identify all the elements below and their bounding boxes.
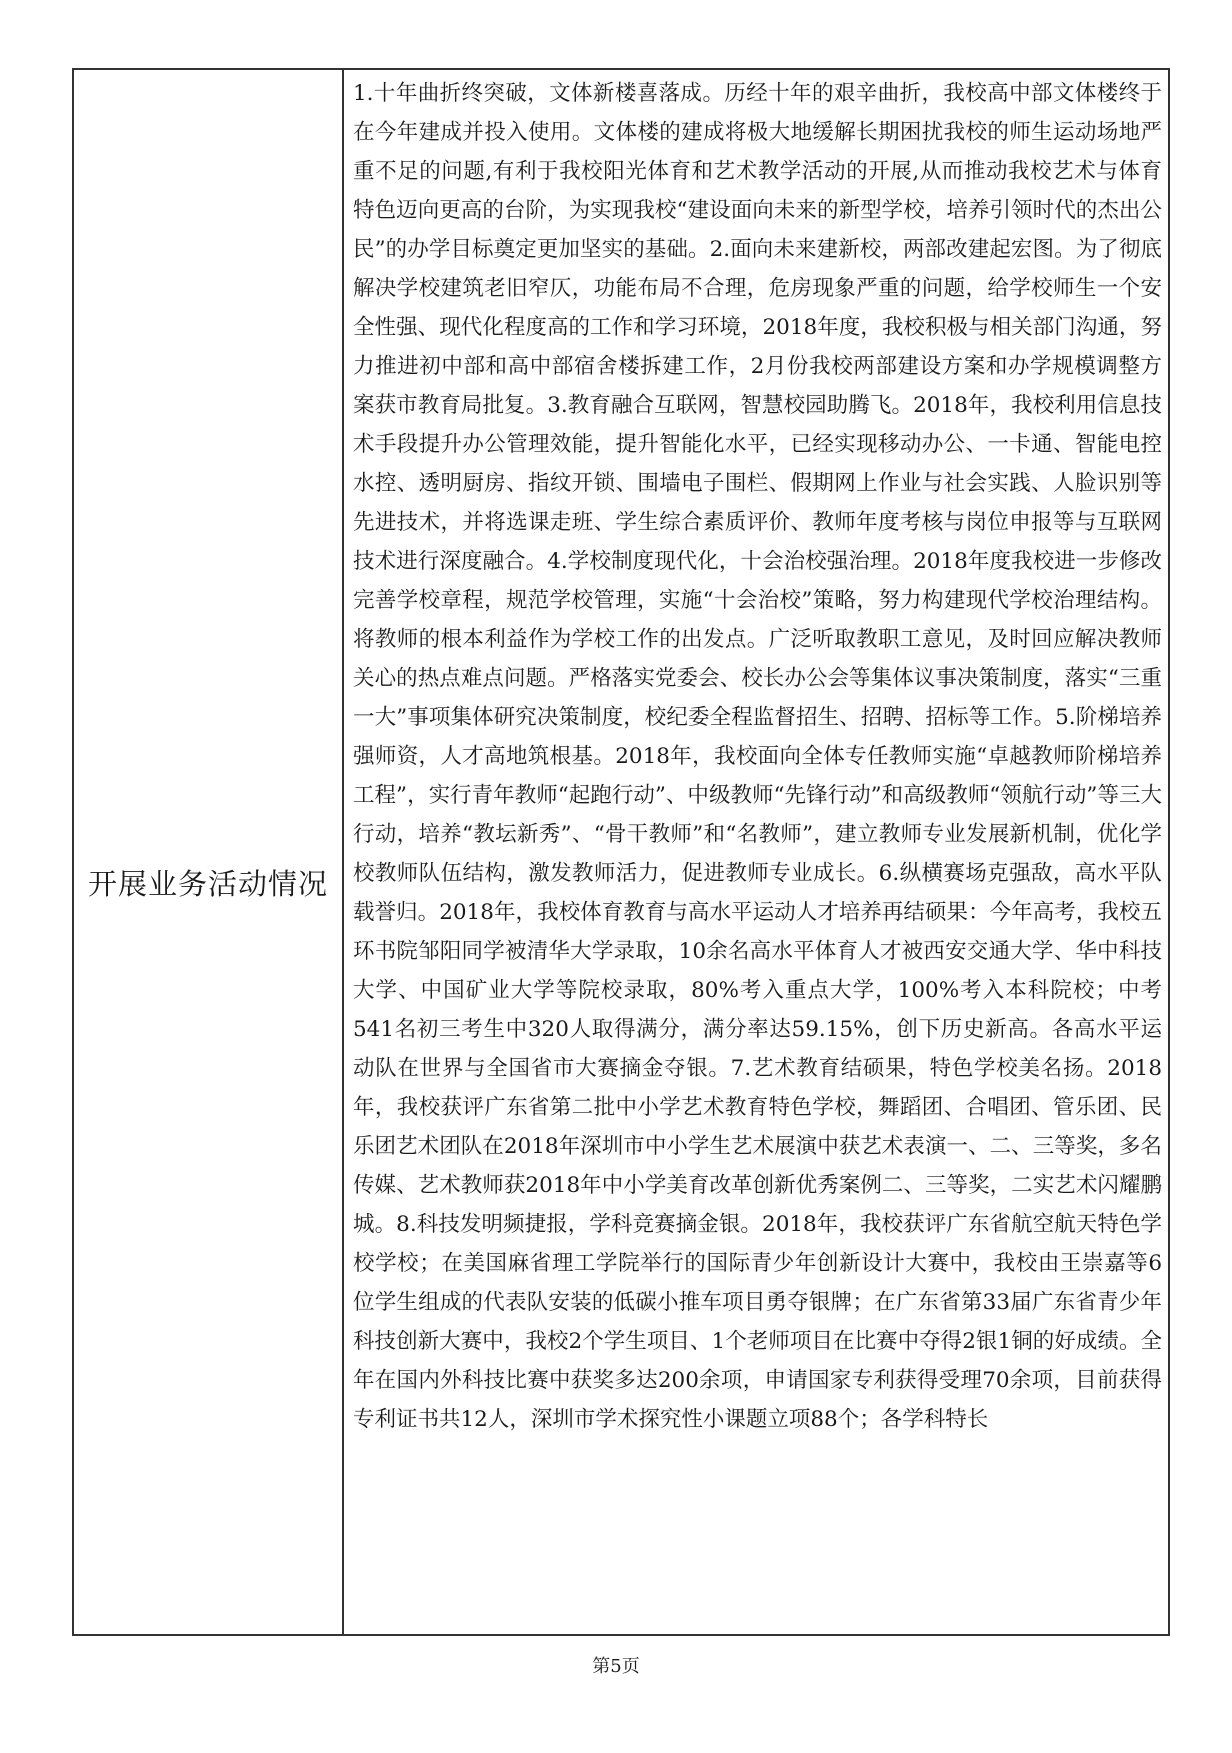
activity-description: 1.十年曲折终突破，文体新楼喜落成。历经十年的艰辛曲折，我校高中部文体楼终于在今年建成并投入使用。文体楼的建成将极大地缓解长期困扰我校的师生运动场地严重不足的问题,有利于我校阳光体育和艺术教学活动的开展,从而推动我校艺术与体育特色迈向更高的台阶，为实现我校“建设面向未来的新型学校，培养引领时代的杰出公民”的办学目标奠定更加坚实的基础。2.面向未来建新校，两部改建起宏图。为了彻底解决学校建筑老旧窄仄，功能布局不合理，危房现象严重的问题，给学校师生一个安全性强、现代化程度高的工作和学习环境，2018年度，我校积极与相关部门沟通，努力推进初中部和高中部宿舍楼拆建工作，2月份我校两部建设方案和办学规模调整方案获市教育局批复。3.教育融合互联网，智慧校园助腾飞。2018年，我校利用信息技术手段提升办公管理效能，提升智能化水平，已经实现移动办公、一卡通、智能电控水控、透明厨房、指纹开锁、围墙电子围栏、假期网上作业与社会实践、人脸识别等先进技术，并将选课走班、学生综合素质评价、教师年度考核与岗位申报等与互联网技术进行深度融合。4.学校制度现代化，十会治校强治理。2018年度我校进一步修改完善学校章程，规范学校管理，实施“十会治校”策略，努力构建现代学校治理结构。将教师的根本利益作为学校工作的出发点。广泛听取教职工意见，及时回应解决教师关心的热点难点问题。严格落实党委会、校长办公会等集体议事决策制度，落实“三重一大”事项集体研究决策制度，校纪委全程监督招生、招聘、招标等工作。5.阶梯培养强师资，人才高地筑根基。2018年，我校面向全体专任教师实施“卓越教师阶梯培养工程”，实行青年教师“起跑行动”、中级教师“先锋行动”和高级教师“领航行动”等三大行动，培养“教坛新秀”、“骨干教师”和“名教师”，建立教师专业发展新机制，优化学校教师队伍结构，激发教师活力，促进教师专业成长。6.纵横赛场克强敌，高水平队载誉归。2018年，我校体育教育与高水平运动人才培养再结硕果：今年高考，我校五环书院邹阳同学被清华大学录取，10余名高水平体育人才被西安交通大学、华中科技大学、中国矿业大学等院校录取，80%考入重点大学，100%考入本科院校；中考541名初三考生中320人取得满分，满分率达59.15%，创下历史新高。各高水平运动队在世界与全国省市大赛摘金夺银。7.艺术教育结硕果，特色学校美名扬。2018年，我校获评广东省第二批中小学艺术教育特色学校，舞蹈团、合唱团、管乐团、民乐团艺术团队在2018年深圳市中小学生艺术展演中获艺术表演一、二、三等奖，多名传媒、艺术教师获2018年中小学美育改革创新优秀案例二、三等奖，二实艺术闪耀鹏城。8.科技发明频捷报，学科竞赛摘金银。2018年，我校获评广东省航空航天特色学校学校；在美国麻省理工学院举行的国际青少年创新设计大赛中，我校由王崇嘉等6位学生组成的代表队安装的低碳小推车项目勇夺银牌；在广东省第33届广东省青少年科技创新大赛中，我校2个学生项目、1个老师项目在比赛中夺得2银1铜的好成绩。全年在国内外科技比赛中获奖多达200余项，申请国家专利获得受理70余项，目前获得专利证书共12人，深圳市学术探究性小课题立项88个；各学科特长 — [353, 81, 1162, 1432]
row-label: 开展业务活动情况 — [87, 866, 328, 901]
label-cell — [74, 70, 344, 1634]
page-number: 第5页 — [592, 1656, 640, 1677]
content-cell — [344, 70, 1168, 1634]
activity-table — [72, 68, 1170, 1636]
